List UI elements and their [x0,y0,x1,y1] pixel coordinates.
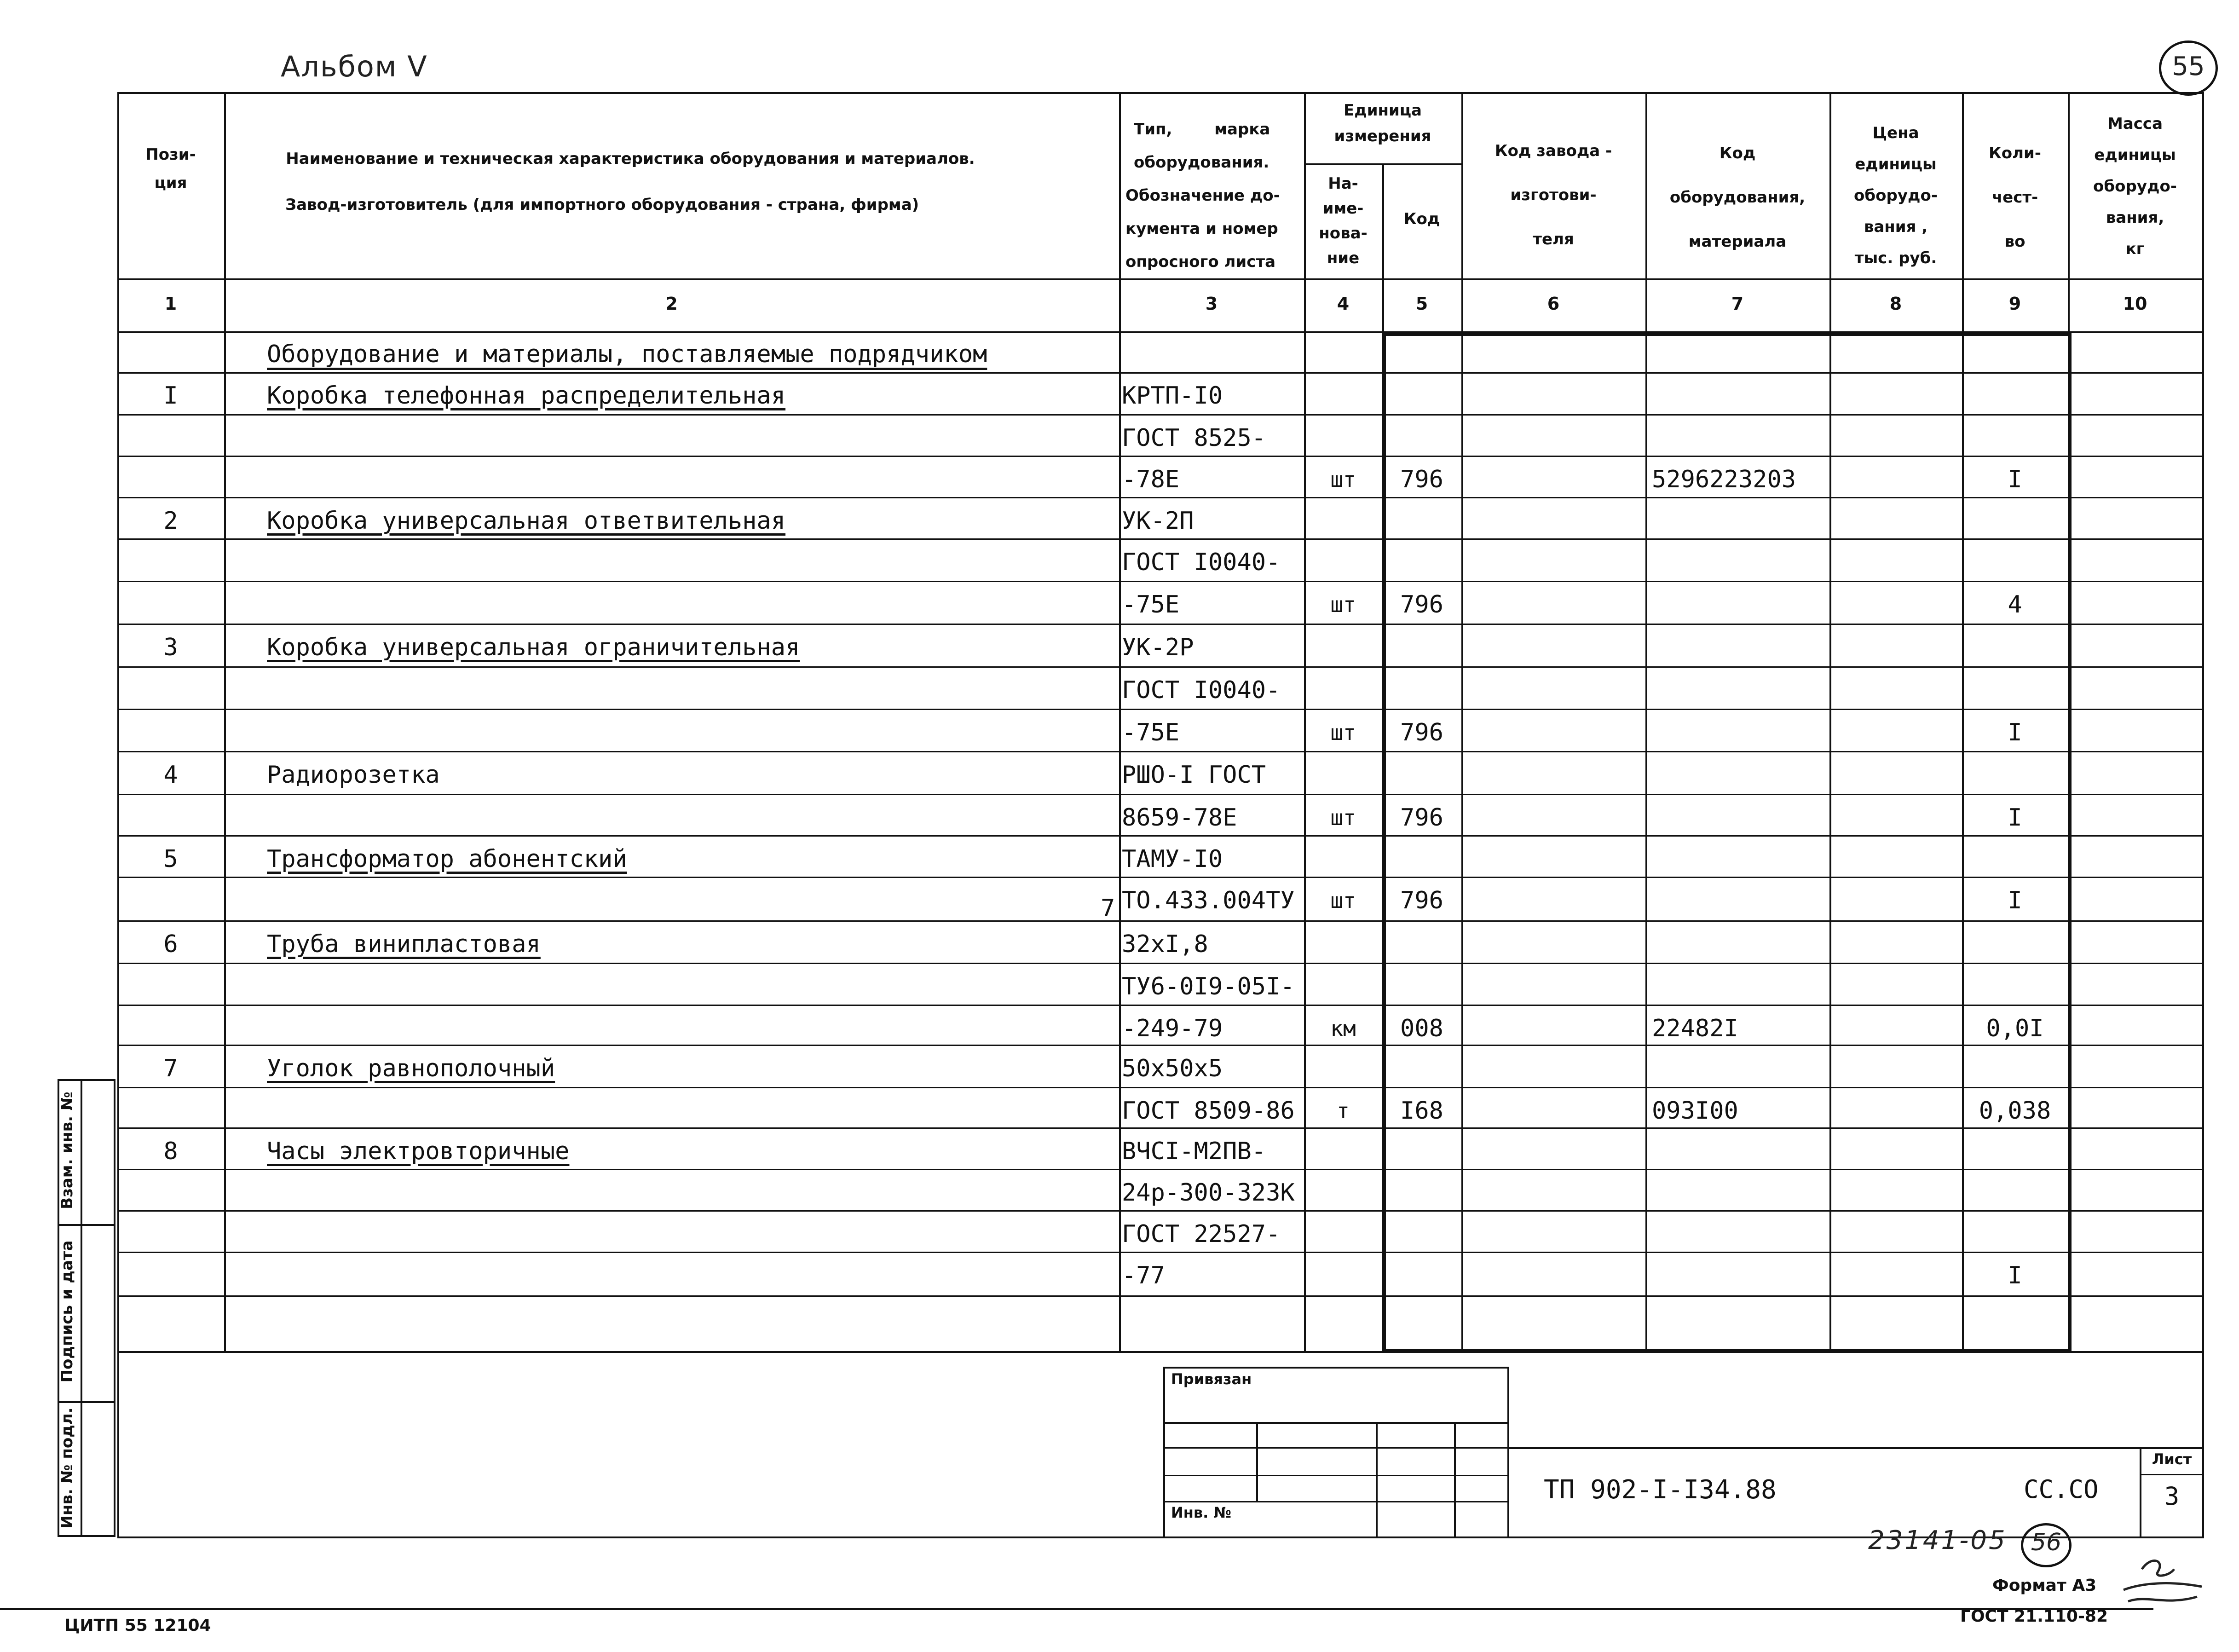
cell-equip-code: 093I00 [1652,1097,1738,1125]
header-mass [2068,108,2202,265]
cell-pos: 8 [163,1138,178,1165]
stray-mark: 7 [1101,895,1115,922]
cell-type: ТАМУ-I0 [1122,845,1223,873]
row-divider [117,414,2204,416]
sheet-label: Лист [2152,1450,2192,1468]
header-unit-name-line3: нова- [1319,224,1368,243]
header-price-line4: вания , [1864,218,1928,236]
cell-qty: 0,0I [1986,1015,2044,1042]
row-divider [117,1252,2204,1253]
row-divider [117,794,2204,795]
header-price-line1: Цена [1872,124,1919,142]
row-divider [117,963,2204,964]
document-mark: СС.СО [2024,1475,2099,1504]
row-divider [117,456,2204,457]
colnum-4: 4 [1337,294,1350,314]
cell-qty: I [2008,804,2022,832]
cell-equip-code: 5296223203 [1652,466,1796,493]
header-type-line4: кумента и номер [1125,219,1278,238]
colnum-5: 5 [1415,294,1428,314]
header-equipment-code [1645,131,1829,264]
row-divider [117,1127,2204,1129]
citp-label: ЦИТП 55 12104 [64,1616,211,1635]
row-divider [117,1169,2204,1170]
cell-type: ВЧСI-М2ПВ- [1122,1138,1266,1165]
header-unit-code: Код [1403,210,1440,228]
cell-equip-code: 22482I [1652,1015,1738,1042]
cell-type: ТО.433.004ТУ [1122,887,1295,914]
row-divider [117,497,2204,498]
cell-name: Коробка телефонная распределительная [267,382,786,410]
header-factory-line3: теля [1533,230,1574,248]
header-quantity [1962,131,2068,264]
colnum-3: 3 [1205,294,1218,314]
cell-type: ГОСТ I0040- [1122,676,1281,704]
cell-type: РШО-I ГОСТ [1122,761,1266,789]
colnum-8: 8 [1889,294,1902,314]
archive-circle-number: 56 [2031,1529,2062,1556]
row-divider [117,372,2204,374]
cell-type: УК-2П [1122,507,1194,535]
format-label: Формат А3 [1992,1576,2097,1595]
header-mass-line4: вания, [2106,208,2164,227]
header-position-line2: ция [154,174,187,192]
cell-code: 796 [1400,887,1443,914]
sheet-number: 3 [2164,1482,2180,1511]
archive-number: 23141-05 [1868,1525,2007,1555]
row-divider [117,538,2204,540]
row-divider [117,1210,2204,1212]
cell-type: -78Е [1122,466,1180,493]
cell-unit: шт [1330,805,1356,830]
header-price [1829,117,1962,274]
header-unit-group [1304,98,1461,149]
header-equip-line2: оборудования, [1669,188,1806,207]
header-qty-line2: чест- [1991,188,2038,207]
row-divider [117,1295,2204,1297]
row-divider [117,581,2204,582]
header-name-line1: Наименование и техническая характеристика оборудования и материалов. [286,150,975,168]
row-divider [117,624,2204,625]
header-name-line2: Завод-изготовитель (для импортного оборудования - страна, фирма) [285,196,919,214]
cell-code: 796 [1400,591,1443,618]
header-type-line5: опросного листа [1125,253,1276,271]
header-equip-line3: материала [1688,232,1787,251]
header-mass-line1: Масса [2107,115,2163,133]
row-divider [117,1087,2204,1088]
cell-name: Трансформатор абонентский [267,845,627,873]
colnum-10: 10 [2123,294,2147,314]
header-unit-line1: Единица [1344,101,1422,120]
cell-pos: 3 [163,634,178,661]
row-divider [117,877,2204,878]
cell-type: 24р-300-323К [1122,1179,1295,1207]
header-price-line3: оборудо- [1854,186,1938,205]
header-factory-code [1461,129,1645,261]
header-equip-line1: Код [1719,144,1756,162]
album-note: Альбом V [281,50,428,83]
cell-qty: I [2008,1262,2022,1289]
cell-pos: 5 [163,845,178,873]
cell-unit: шт [1330,467,1356,492]
cell-type: 8659-78Е [1122,804,1237,832]
row-divider [117,1005,2204,1006]
header-factory-line2: изготови- [1510,186,1597,204]
header-price-line2: единицы [1855,155,1937,173]
side-label-replace-inv: Взам. инв. № [58,1092,76,1209]
document-code: ТП 902-I-I34.88 [1544,1475,1777,1505]
header-unit-name [1304,171,1382,271]
cell-type: КРТП-I0 [1122,382,1223,410]
cell-name: Коробка универсальная ответвительная [267,507,786,535]
cell-qty: I [2008,719,2022,746]
cell-type: 32хI,8 [1122,930,1208,958]
cell-unit: шт [1330,720,1356,745]
colnum-2: 2 [665,294,678,314]
header-qty-line1: Коли- [1989,144,2041,162]
cell-type: -75Е [1122,591,1180,618]
header-type-line1: Тип, марка [1134,120,1270,139]
header-type [1123,113,1302,278]
cell-pos: 7 [163,1055,178,1082]
cell-qty: I [2008,466,2022,493]
cell-type: -75Е [1122,719,1180,746]
header-price-line5: тыс. руб. [1854,249,1937,267]
cell-code: I68 [1400,1097,1443,1125]
cell-type: ТУ6-0I9-05I- [1122,973,1295,1000]
header-mass-line2: единицы [2094,146,2176,164]
cell-unit: шт [1330,888,1356,913]
section-title: Оборудование и материалы, поставляемые подрядчиком [267,341,987,368]
cell-type: -77 [1122,1262,1165,1289]
colnum-1: 1 [164,294,177,314]
cell-name: Радиорозетка [267,761,440,789]
cell-type: УК-2Р [1122,634,1194,661]
cell-unit: км [1330,1016,1356,1041]
header-type-line2: оборудования. [1134,153,1270,172]
header-unit-name-line1: На- [1328,174,1358,193]
row-divider [117,920,2204,922]
inv-no-label: Инв. № [1171,1504,1231,1521]
header-position [117,140,224,197]
header-position-line1: Пози- [145,145,196,164]
header-qty-line3: во [2004,232,2025,251]
cell-type: 50х50х5 [1122,1055,1223,1082]
cell-unit: т [1337,1098,1350,1123]
privyazan-label: Привязан [1171,1370,1252,1388]
cell-name: Труба винипластовая [267,930,541,958]
colnum-9: 9 [2008,294,2021,314]
colnum-6: 6 [1547,294,1560,314]
sheet-number-top: 55 [2172,52,2205,81]
cell-pos: I [163,382,178,410]
cell-pos: 2 [163,507,178,535]
cell-type: ГОСТ 8509-86 [1122,1097,1295,1125]
row-divider [117,751,2204,752]
colnum-7: 7 [1731,294,1744,314]
header-mass-line5: кг [2125,240,2145,258]
gost-label: ГОСТ 21.110-82 [1960,1607,2108,1626]
cell-unit: шт [1330,592,1356,617]
signature-scribble [2114,1551,2206,1613]
row-divider [117,666,2204,668]
cell-name: Коробка универсальная ограничительная [267,634,800,661]
cell-pos: 6 [163,930,178,958]
header-type-line3: Обозначение до- [1125,186,1280,205]
cell-type: -249-79 [1122,1015,1223,1042]
header-unit-line2: измерения [1334,127,1431,145]
cell-type: ГОСТ I0040- [1122,549,1281,576]
header-unit-name-line4: ние [1327,249,1360,267]
row-divider [117,835,2204,837]
header-unit-name-line2: име- [1322,199,1364,218]
cell-qty: 4 [2008,591,2022,618]
header-factory-line1: Код завода - [1495,142,1612,160]
side-label-original-inv: Инв. № подл. [58,1407,76,1529]
cell-type: ГОСТ 22527- [1122,1220,1281,1248]
cell-qty: I [2008,887,2022,914]
cell-type: ГОСТ 8525- [1122,424,1266,452]
cell-qty: 0,038 [1979,1097,2051,1125]
cell-name: Уголок равнополочный [267,1055,555,1082]
header-mass-line3: оборудо- [2093,177,2177,196]
cell-pos: 4 [163,761,178,789]
cell-code: 796 [1400,719,1443,746]
cell-code: 008 [1400,1015,1443,1042]
side-label-signature-date: Подпись и дата [58,1240,76,1383]
cell-code: 796 [1400,804,1443,832]
header-name [239,136,1021,228]
cell-name: Часы электровторичные [267,1138,570,1165]
row-divider [117,709,2204,710]
cell-code: 796 [1400,466,1443,493]
row-divider [117,1045,2204,1046]
